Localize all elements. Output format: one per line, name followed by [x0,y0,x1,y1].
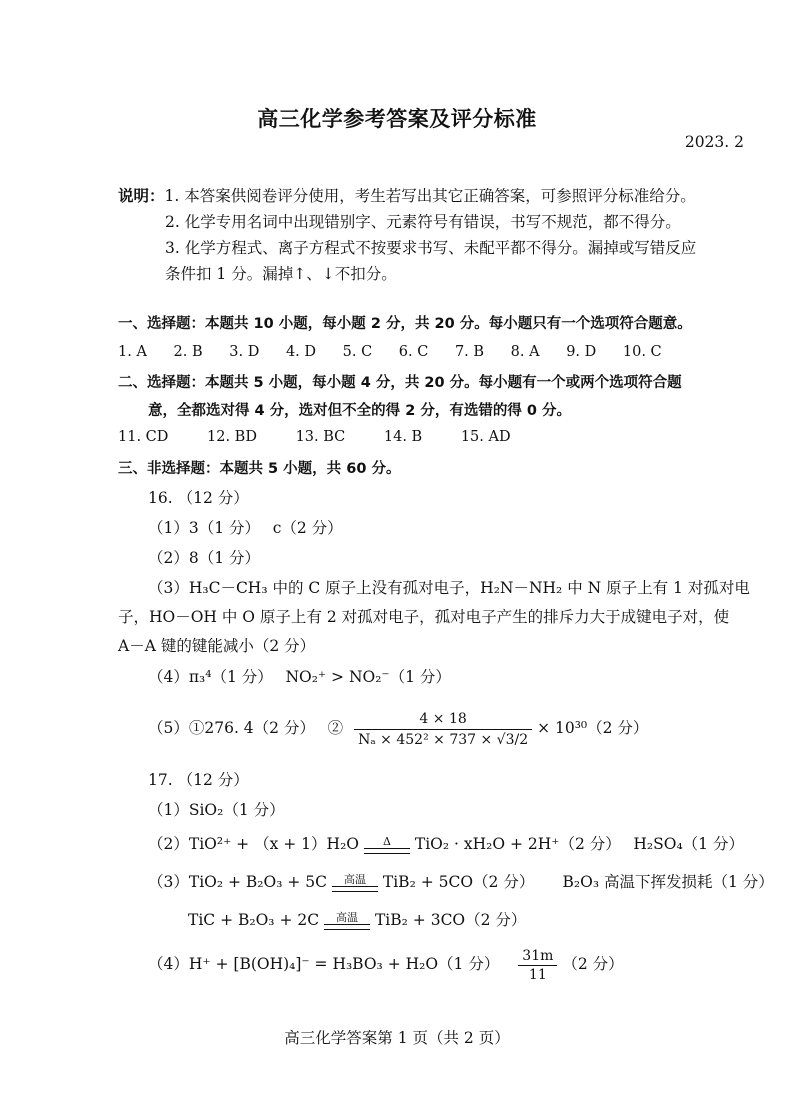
q16-p5 [148,702,648,754]
q17-p4-fraction [518,947,557,984]
sec2-heading-2: 意，全都选对得 4 分，选对但不全的得 2 分，有选错的得 0 分。 [148,403,572,419]
q17-p4-denominator: 11 [528,966,547,983]
q16-p5-numerator: 4 × 18 [354,709,532,730]
heat-condition: Δ [382,835,391,848]
sec3-heading: 三、非选择题：本题共 5 小题，共 60 分。 [118,461,401,477]
q17-p3 [148,872,774,892]
note-3a: 3. 化学方程式、离子方程式不按要求书写、未配平都不得分。漏掉或写错反应 [165,239,697,257]
q17-p2-right: TiO₂ · xH₂O + 2H⁺（2 分） H₂SO₄（1 分） [414,835,744,853]
q16-p5-denominator: Nₐ × 452² × 737 × √3/2 [358,731,529,748]
answer-12: 12. BD [207,429,257,445]
sec1-answers [118,342,662,362]
q16-p3a: （3）H₃C－CH₃ 中的 C 原子上没有孤对电子，H₂N－NH₂ 中 N 原子上有 1 对孤对电 [148,579,750,597]
q16-p5-tail: × 10³⁰（2 分） [537,719,649,737]
q17-p3-left: （3）TiO₂ + B₂O₃ + 5C [148,873,328,891]
reaction-arrow-high-temp [332,874,378,892]
q17-p4-lead: （4）H⁺ + [B(OH)₄]⁻ = H₃BO₃ + H₂O（1 分） [148,955,500,973]
q16-p3b: 子，HO－OH 中 O 原子上有 2 对孤对电子，孤对电子产生的排斥力大于成键电子对，使 [118,608,730,626]
q16-head: 16. （12 分） [148,489,249,507]
answer-4: 4. D [285,344,317,360]
answer-15: 15. AD [460,429,511,445]
answer-2: 2. B [173,344,203,360]
q17-p3c-right: TiB₂ + 3CO（2 分） [374,911,527,929]
q17-p4 [148,942,624,986]
answer-7: 7. B [454,344,485,360]
answer-10: 10. C [622,344,662,360]
q16-p3c: A－A 键的键能减小（2 分） [118,637,316,655]
note-3b: 条件扣 1 分。漏掉↑、↓不扣分。 [165,265,397,283]
reaction-arrow-high-temp-2 [324,912,370,930]
high-temp-condition: 高温 [343,873,366,886]
notes-lead: 说明： [118,187,165,205]
note-2: 2. 化学专用名词中出现错别字、元素符号有错误，书写不规范，都不得分。 [165,213,681,231]
sec1-heading: 一、选择题：本题共 10 小题，每小题 2 分，共 20 分。每小题只有一个选项符合题意。 [118,316,692,332]
q16-p5-fraction [354,709,532,750]
q16-p1: （1）3（1 分） c（2 分） [148,519,343,537]
q17-p4-tail: （2 分） [562,955,624,973]
q17-p2 [148,834,744,854]
answer-14: 14. B [383,429,423,445]
high-temp-condition-2: 高温 [336,911,359,924]
answer-11: 11. CD [118,429,169,445]
date: 2023. 2 [684,133,744,151]
q17-p4-numerator: 31m [518,947,557,966]
answer-5: 5. C [342,344,373,360]
q17-head: 17. （12 分） [148,771,249,789]
answer-13: 13. BC [295,429,346,445]
q16-p4: （4）π₃⁴（1 分） NO₂⁺ > NO₂⁻（1 分） [148,668,451,686]
note-1: 1. 本答案供阅卷评分使用，考生若写出其它正确答案，可参照评分标准给分。 [164,187,696,205]
sec2-answers [118,427,511,447]
q17-p3c-left: TiC + B₂O₃ + 2C [188,911,320,929]
sec2-heading-1: 二、选择题：本题共 5 小题，每小题 4 分，共 20 分。每小题有一个或两个选项符合题 [118,375,682,391]
answer-3: 3. D [229,344,260,360]
answer-1: 1. A [118,344,147,360]
page-footer: 高三化学答案第 1 页（共 2 页） [284,1029,510,1047]
q17-p3-right: TiB₂ + 5CO（2 分） B₂O₃ 高温下挥发损耗（1 分） [382,873,774,891]
q16-p2: （2）8（1 分） [148,549,261,567]
notes-line-1 [118,186,696,206]
reaction-arrow-heat [364,836,410,854]
q17-p2-left: （2）TiO²⁺ + （x + 1）H₂O [148,835,359,853]
answer-6: 6. C [398,344,429,360]
q16-p5-lead: （5）①276. 4（2 分） ② [148,719,344,737]
q17-p1: （1）SiO₂（1 分） [148,801,285,819]
answer-9: 9. D [566,344,597,360]
q17-p3c [188,910,526,930]
answer-8: 8. A [510,344,540,360]
page-title: 高三化学参考答案及评分标准 [257,107,537,131]
